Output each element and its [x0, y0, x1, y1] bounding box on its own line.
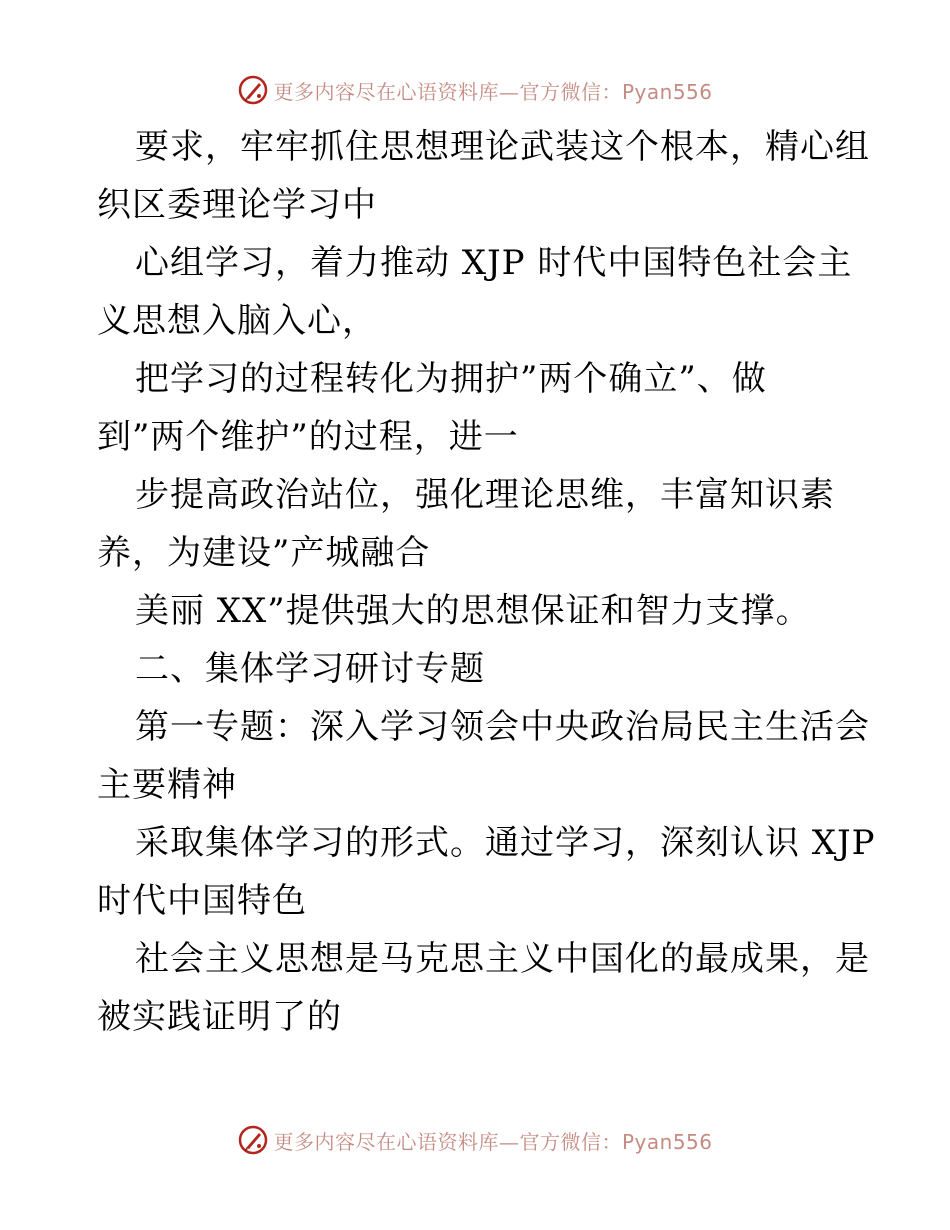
text-line: 到”两个维护”的过程，进一 — [97, 417, 519, 457]
header-wechat-id: Pyan556 — [621, 79, 713, 104]
text-line: 织区委理论学习中 — [97, 185, 377, 225]
text-line: 采取集体学习的形式。通过学习，深刻认识 XJP — [135, 823, 876, 863]
footer-wechat-id: Pyan556 — [621, 1129, 713, 1154]
header-banner — [0, 70, 950, 110]
text-line: 要求，牢牢抓住思想理论武装这个根本，精心组 — [135, 127, 870, 167]
text-line: 社会主义思想是马克思主义中国化的最成果，是 — [135, 939, 870, 979]
text-line: 把学习的过程转化为拥护”两个确立”、做 — [135, 359, 767, 399]
quill-logo-icon — [237, 74, 269, 106]
quill-logo-icon — [237, 1124, 269, 1156]
text-line: 第一专题：深入学习领会中央政治局民主生活会 — [135, 707, 870, 747]
text-line: 主要精神 — [97, 765, 237, 805]
footer-banner — [0, 1120, 950, 1160]
text-line: 心组学习，着力推动 XJP 时代中国特色社会主 — [135, 243, 853, 283]
text-line: 被实践证明了的 — [97, 997, 342, 1037]
section-heading: 二、集体学习研讨专题 — [135, 649, 485, 689]
text-line: 养，为建设”产城融合 — [97, 533, 431, 573]
footer-banner-text: 更多内容尽在心语资料库—官方微信：Pyan556 — [273, 1129, 713, 1154]
text-line: 步提高政治站位，强化理论思维，丰富知识素 — [135, 475, 835, 515]
header-banner-text: 更多内容尽在心语资料库—官方微信：Pyan556 — [273, 79, 713, 104]
text-line: 美丽 XX”提供强大的思想保证和智力支撑。 — [135, 591, 811, 631]
text-line: 义思想入脑入心， — [97, 301, 377, 341]
text-line: 时代中国特色 — [97, 881, 307, 921]
